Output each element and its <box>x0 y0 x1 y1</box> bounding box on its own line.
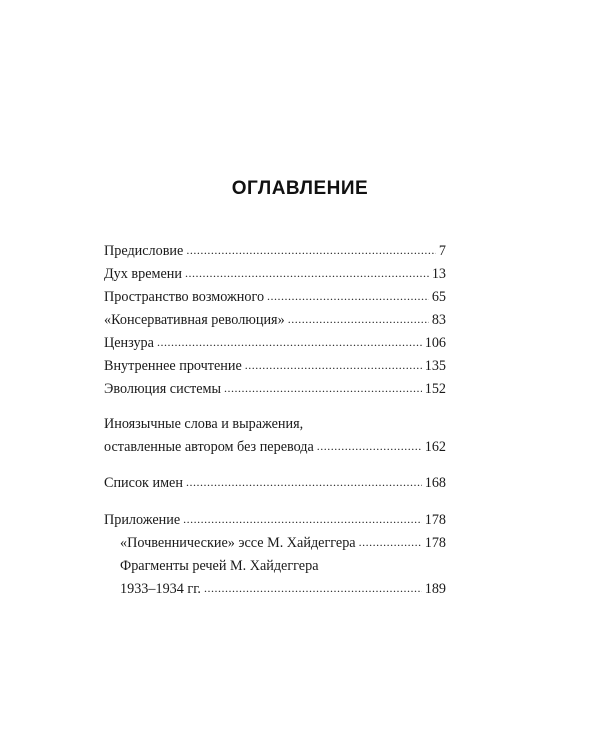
toc-entry-page: 178 <box>424 535 446 551</box>
toc-entry-title: Предисловие <box>104 243 184 259</box>
page-title: ОГЛАВЛЕНИЕ <box>231 178 369 199</box>
toc-entry-title: Эволюция системы <box>104 381 222 397</box>
toc-entry-title: 1933–1934 гг. <box>120 581 201 597</box>
toc-entry-title: Внутреннее прочтение <box>104 358 242 374</box>
toc-entry-page: 152 <box>424 381 446 397</box>
spacer <box>104 401 446 413</box>
toc-entry-censorship[interactable] <box>104 332 446 355</box>
toc-entry-appendix-essays[interactable] <box>104 532 446 555</box>
toc-entry-appendix[interactable] <box>104 509 446 532</box>
toc-entry-page: 13 <box>431 266 446 282</box>
toc-entry-appendix-speeches-line1[interactable]: Фрагменты речей М. Хайдеггера <box>120 558 319 574</box>
toc-entry-conservative-revolution[interactable] <box>104 309 446 332</box>
toc-entry-system-evolution[interactable] <box>104 378 446 401</box>
toc-entry-appendix-speeches[interactable] <box>104 578 446 601</box>
dot-leader <box>359 531 422 554</box>
dot-leader <box>183 508 422 531</box>
dot-leader <box>245 354 422 377</box>
dot-leader <box>186 471 422 494</box>
dot-leader <box>157 331 422 354</box>
toc-entry-page: 178 <box>424 512 446 528</box>
toc-entry-foreign-words[interactable] <box>104 436 446 459</box>
toc-entry-internal-reading[interactable] <box>104 355 446 378</box>
toc-entry-foreign-words-line1[interactable]: Иноязычные слова и выражения, <box>104 416 304 432</box>
toc-entry-title: оставленные автором без перевода <box>104 439 314 455</box>
dot-leader <box>224 377 422 400</box>
toc-entry-page: 106 <box>424 335 446 351</box>
dot-leader <box>267 285 429 308</box>
toc-entry-page: 189 <box>424 581 446 597</box>
spacer <box>104 495 446 509</box>
toc-entry-title: Цензура <box>104 335 154 351</box>
toc-entry-page: 7 <box>438 243 446 259</box>
toc-entry-title: «Консервативная революция» <box>104 312 285 328</box>
toc-entry-title: Пространство возможного <box>104 289 265 305</box>
dot-leader <box>186 239 436 262</box>
toc-entry-page: 135 <box>424 358 446 374</box>
table-of-contents <box>104 240 446 601</box>
dot-leader <box>185 262 429 285</box>
toc-entry-page: 65 <box>431 289 446 305</box>
toc-entry-title: Дух времени <box>104 266 182 282</box>
dot-leader <box>288 308 429 331</box>
toc-entry-page: 168 <box>424 475 446 491</box>
toc-entry-page: 162 <box>424 439 446 455</box>
toc-entry-space-of-possible[interactable] <box>104 286 446 309</box>
toc-entry-index-of-names[interactable] <box>104 472 446 495</box>
toc-entry-title: Приложение <box>104 512 181 528</box>
toc-entry-title: Список имен <box>104 475 183 491</box>
toc-entry-page: 83 <box>431 312 446 328</box>
toc-entry-preface[interactable] <box>104 240 446 263</box>
toc-entry-zeitgeist[interactable] <box>104 263 446 286</box>
dot-leader <box>204 577 422 600</box>
toc-entry-title: «Почвеннические» эссе М. Хайдеггера <box>120 535 356 551</box>
dot-leader <box>317 435 422 458</box>
